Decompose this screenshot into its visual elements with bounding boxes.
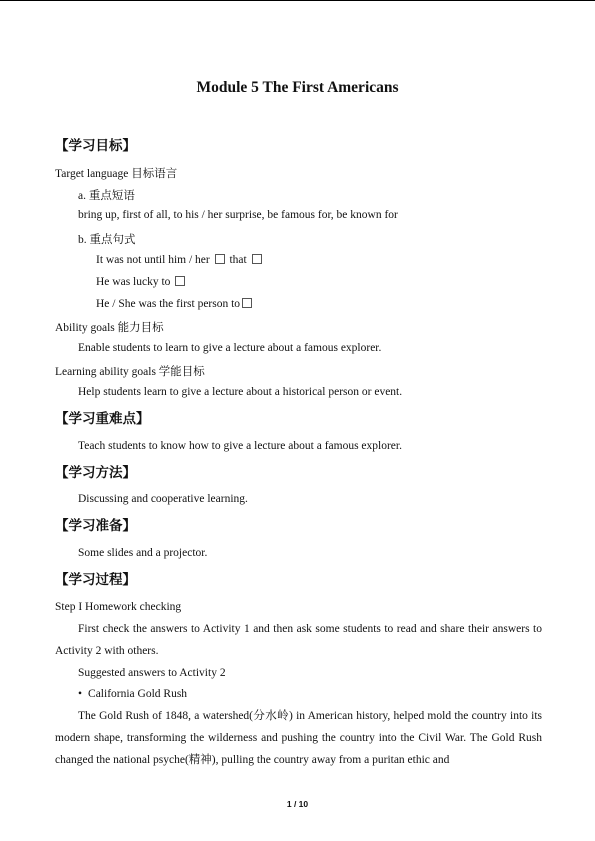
sentences-label: b. 重点句式 [78, 234, 136, 246]
sentence-pattern-3 [96, 298, 254, 310]
methods-text: Discussing and cooperative learning. [78, 493, 248, 505]
sentence-2-text: He was lucky to [96, 276, 171, 288]
phrases-label: a. 重点短语 [78, 190, 135, 202]
sentence-1-part-b: that [229, 254, 247, 266]
page-title: Module 5 The First Americans [196, 79, 399, 96]
phrases-text: bring up, first of all, to his / her surprise, be famous for, be known for [78, 209, 398, 221]
ability-goals-label: Ability goals 能力目标 [55, 322, 164, 334]
step-1-label: Step I Homework checking [55, 601, 182, 613]
learning-goals-text: Help students learn to give a lecture about a historical person or event. [78, 386, 403, 398]
bullet-item [78, 688, 187, 700]
heading-process: 【学习过程】 [55, 572, 136, 587]
blank-box-icon [242, 298, 252, 308]
heading-objectives: 【学习目标】 [55, 138, 136, 153]
sentence-pattern-2 [96, 276, 187, 288]
blank-box-icon [215, 254, 225, 264]
blank-box-icon [252, 254, 262, 264]
page-top-border [0, 0, 595, 1]
sentence-1-part-a: It was not until him / her [96, 254, 210, 266]
sentence-pattern-1 [96, 254, 264, 266]
bullet-item-text: California Gold Rush [88, 688, 188, 700]
key-points-text: Teach students to know how to give a lecture about a famous explorer. [78, 440, 402, 452]
heading-key-points: 【学习重难点】 [55, 411, 150, 426]
target-language-label: Target language 目标语言 [55, 168, 178, 180]
heading-preparation: 【学习准备】 [55, 518, 136, 533]
process-paragraph-2: The Gold Rush of 1848, a watershed(分水岭) in American history, helped mold the country into its modern shape, transforming the wilderness and pushing the country into the Civil War. The Gold Rush changed the national psyche(精神), pulling the country away from a puritan ethic and [55, 710, 542, 766]
ability-goals-text: Enable students to learn to give a lecture about a famous explorer. [78, 342, 382, 354]
blank-box-icon [175, 276, 185, 286]
heading-methods: 【学习方法】 [55, 465, 136, 480]
bullet-icon: • [78, 688, 83, 700]
process-paragraph-1: First check the answers to Activity 1 and then ask some students to read and share their answers to Activity 2 with others. [55, 623, 542, 657]
learning-goals-label: Learning ability goals 学能目标 [55, 366, 205, 378]
page-number: 1 / 10 [286, 799, 309, 809]
suggested-answers-label: Suggested answers to Activity 2 [78, 667, 226, 679]
preparation-text: Some slides and a projector. [78, 547, 208, 559]
sentence-3-text: He / She was the first person to [96, 298, 241, 310]
